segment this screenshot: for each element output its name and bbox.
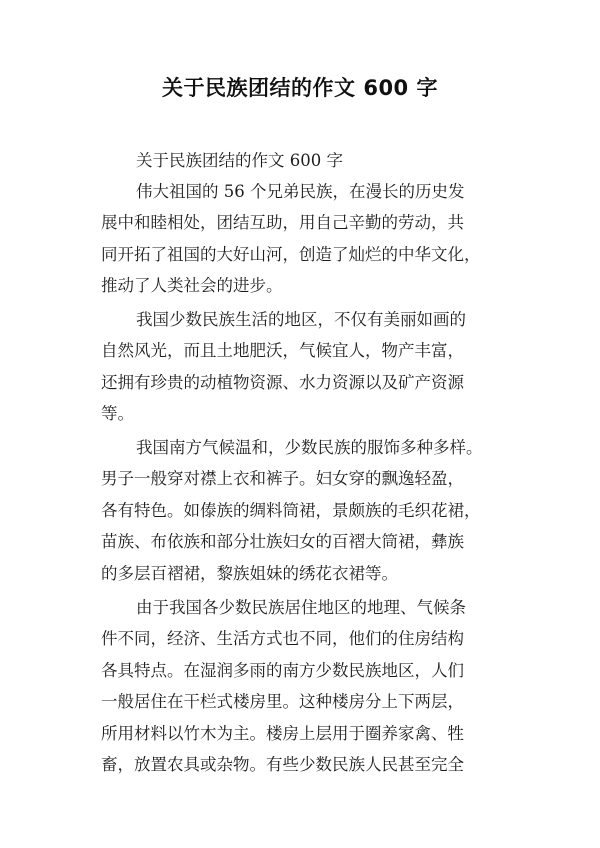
text-line: 还拥有珍贵的动植物资源、水力资源以及矿产资源	[101, 373, 464, 392]
text-line: 畜，放置农具或杂物。有些少数民族人民甚至完全	[101, 755, 464, 774]
text-line: 伟大祖国的 56 个兄弟民族，在漫长的历史发	[136, 182, 465, 201]
text-line: 苗族、布依族和部分壮族妇女的百褶大筒裙，彝族	[101, 532, 464, 551]
text-line: 各具特点。在湿润多雨的南方少数民族地区，人们	[101, 661, 464, 680]
text-line: 一般居住在干栏式楼房里。这种楼房分上下两层，	[101, 692, 464, 711]
text-line: 由于我国各少数民族居住地区的地理、气候条	[136, 598, 466, 617]
text-line: 男子一般穿对襟上衣和裤子。妇女穿的飘逸轻盈，	[101, 469, 464, 488]
text-line: 推动了人类社会的进步。	[101, 276, 283, 295]
document-title: 关于民族团结的作文 600 字	[162, 76, 438, 100]
text-line: 所用材料以竹木为主。楼房上层用于圈养家禽、牲	[101, 724, 464, 743]
text-line: 自然风光，而且土地肥沃，气候宜人，物产丰富，	[101, 341, 464, 360]
text-line: 我国南方气候温和，少数民族的服饰多种多样。	[136, 438, 483, 457]
text-line: 关于民族团结的作文 600 字	[136, 151, 343, 170]
text-line: 展中和睦相处，团结互助，用自己辛勤的劳动，共	[101, 213, 464, 232]
text-line: 等。	[101, 404, 134, 423]
text-line: 的多层百褶裙，黎族姐妹的绣花衣裙等。	[101, 564, 398, 583]
text-line: 同开拓了祖国的大好山河，创造了灿烂的中华文化，	[101, 245, 481, 264]
text-line: 我国少数民族生活的地区，不仅有美丽如画的	[136, 310, 466, 329]
text-line: 件不同，经济、生活方式也不同，他们的住房结构	[101, 629, 464, 648]
text-line: 各有特色。如傣族的绸料筒裙，景颇族的毛织花裙，	[101, 501, 481, 520]
